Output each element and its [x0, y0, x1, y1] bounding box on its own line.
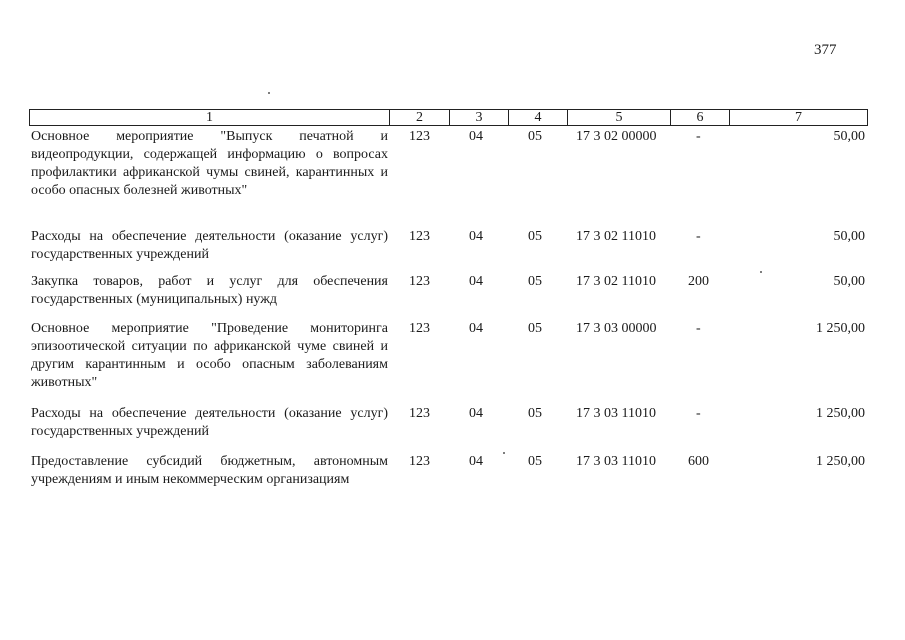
scan-speck: [760, 271, 762, 273]
header-cell: 3: [449, 110, 508, 125]
row-col4: 05: [528, 406, 542, 421]
row-col6: -: [696, 229, 701, 244]
header-cell: 4: [508, 110, 567, 125]
row-col7: 1 250,00: [816, 321, 865, 336]
row-col5: 17 3 02 11010: [576, 274, 656, 289]
scan-speck: [268, 92, 270, 94]
row-col2: 123: [409, 129, 430, 144]
row-col3: 04: [469, 274, 483, 289]
row-col3: 04: [469, 229, 483, 244]
row-col6: -: [696, 406, 701, 421]
header-cell: 7: [729, 110, 867, 125]
row-col2: 123: [409, 229, 430, 244]
row-col7: 50,00: [833, 274, 865, 289]
row-col7: 50,00: [833, 229, 865, 244]
row-col4: 05: [528, 129, 542, 144]
row-col2: 123: [409, 321, 430, 336]
row-col4: 05: [528, 274, 542, 289]
header-cell: 1: [206, 110, 213, 125]
row-col3: 04: [469, 454, 483, 469]
row-col2: 123: [409, 274, 430, 289]
table-header: [29, 109, 868, 126]
row-col6: 200: [688, 274, 709, 289]
page-number: 377: [814, 42, 837, 58]
row-col7: 50,00: [833, 129, 865, 144]
row-col5: 17 3 02 00000: [576, 129, 657, 144]
row-description: Расходы на обеспечение деятельности (оказание услуг) государственных учреждений: [31, 229, 388, 262]
header-cell: 5: [567, 110, 670, 125]
row-col2: 123: [409, 406, 430, 421]
row-col2: 123: [409, 454, 430, 469]
row-col3: 04: [469, 406, 483, 421]
row-col5: 17 3 03 00000: [576, 321, 657, 336]
row-col3: 04: [469, 129, 483, 144]
row-col4: 05: [528, 229, 542, 244]
row-col6: 600: [688, 454, 709, 469]
row-description: Основное мероприятие "Выпуск печатной и видеопродукции, содержащей информацию о вопросах профилактики африканской чумы свиней, карантинных и особо опасных болезней животных": [31, 129, 388, 198]
row-col7: 1 250,00: [816, 454, 865, 469]
row-description: Закупка товаров, работ и услуг для обеспечения государственных (муниципальных) нужд: [31, 274, 388, 307]
row-description: Расходы на обеспечение деятельности (оказание услуг) государственных учреждений: [31, 406, 388, 439]
row-col4: 05: [528, 454, 542, 469]
row-col5: 17 3 02 11010: [576, 229, 656, 244]
row-col5: 17 3 03 11010: [576, 454, 656, 469]
row-col4: 05: [528, 321, 542, 336]
row-description: Предоставление субсидий бюджетным, автономным учреждениям и иным некоммерческим организациям: [31, 454, 388, 487]
scan-speck: [503, 452, 505, 454]
row-description: Основное мероприятие "Проведение мониторинга эпизоотической ситуации по африканской чуме свиней и другим карантинным и особо опасным заболеваниям животных": [31, 321, 388, 390]
header-cell: 2: [389, 110, 449, 125]
row-col6: -: [696, 129, 701, 144]
header-cell: 6: [670, 110, 729, 125]
row-col7: 1 250,00: [816, 406, 865, 421]
row-col5: 17 3 03 11010: [576, 406, 656, 421]
row-col3: 04: [469, 321, 483, 336]
row-col6: -: [696, 321, 701, 336]
